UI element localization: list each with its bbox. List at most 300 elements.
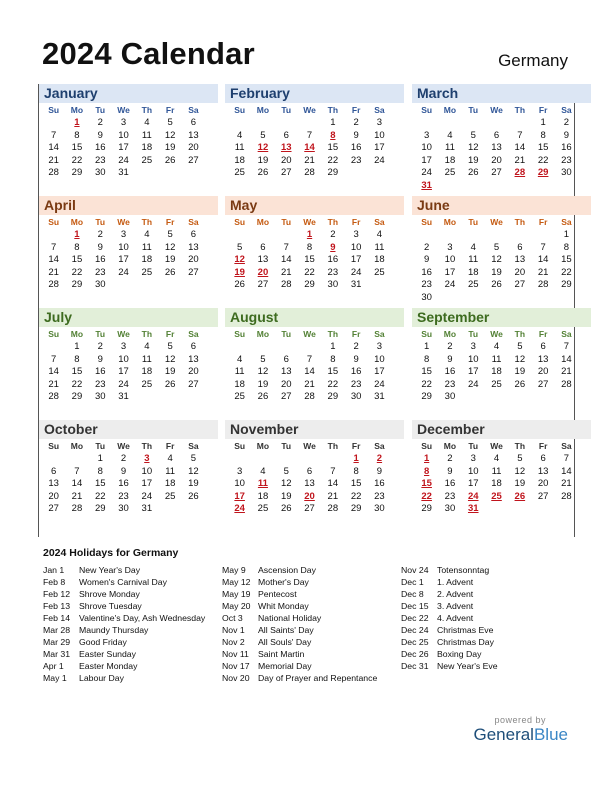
day-cell[interactable]: 16 [444, 366, 456, 377]
brand-logo[interactable] [473, 715, 568, 745]
day-cell[interactable]: 28 [48, 167, 59, 178]
day-cell[interactable]: 11 [491, 465, 502, 477]
day-cell[interactable]: 30 [94, 391, 106, 402]
day-cell[interactable]: 26 [164, 266, 176, 278]
day-cell[interactable]: 2 [376, 453, 383, 464]
day-cell[interactable]: 6 [306, 465, 313, 477]
day-cell[interactable]: 9 [97, 353, 103, 365]
day-cell[interactable]: 7 [330, 465, 336, 477]
day-cell[interactable]: 12 [234, 254, 245, 265]
day-cell[interactable]: 5 [167, 341, 173, 352]
day-cell[interactable]: 13 [188, 353, 199, 365]
day-cell[interactable]: 30 [118, 503, 129, 514]
day-cell[interactable]: 10 [444, 254, 456, 265]
day-cell[interactable]: 9 [563, 129, 570, 141]
day-cell[interactable]: 13 [188, 241, 199, 253]
day-cell[interactable]: 19 [467, 154, 479, 166]
day-cell[interactable]: 4 [260, 465, 266, 477]
day-cell[interactable]: 12 [467, 142, 479, 153]
day-cell[interactable]: 15 [94, 478, 106, 489]
day-cell[interactable]: 4 [493, 453, 500, 464]
day-cell[interactable]: 22 [421, 490, 432, 502]
day-cell[interactable]: 13 [188, 129, 199, 141]
day-cell[interactable]: 23 [561, 154, 572, 166]
day-cell[interactable]: 3 [120, 117, 127, 128]
day-cell[interactable]: 29 [350, 503, 362, 514]
day-cell[interactable]: 21 [71, 490, 83, 502]
day-cell[interactable]: 10 [118, 353, 129, 365]
day-cell[interactable]: 6 [190, 229, 197, 240]
day-cell[interactable]: 16 [350, 142, 362, 153]
day-cell[interactable]: 24 [118, 154, 129, 166]
day-cell[interactable]: 12 [164, 129, 176, 141]
day-cell[interactable]: 22 [71, 154, 83, 166]
day-cell[interactable]: 2 [330, 229, 336, 240]
day-cell[interactable]: 13 [257, 254, 269, 265]
day-cell[interactable]: 13 [280, 366, 292, 377]
day-cell[interactable]: 8 [424, 353, 430, 365]
day-cell[interactable]: 15 [421, 478, 432, 489]
day-cell[interactable]: 11 [491, 353, 502, 365]
day-cell[interactable]: 20 [188, 142, 199, 153]
day-cell[interactable]: 11 [141, 353, 152, 365]
day-cell[interactable]: 23 [94, 154, 106, 166]
day-cell[interactable]: 1 [74, 229, 80, 240]
day-cell[interactable]: 7 [306, 353, 313, 365]
day-cell[interactable]: 21 [327, 490, 339, 502]
day-cell[interactable]: 5 [237, 241, 243, 253]
day-cell[interactable]: 21 [561, 478, 572, 489]
day-cell[interactable]: 2 [120, 453, 127, 464]
day-cell[interactable]: 10 [141, 465, 153, 477]
day-cell[interactable]: 31 [421, 179, 432, 191]
day-cell[interactable]: 6 [260, 241, 266, 253]
day-cell[interactable]: 22 [71, 266, 83, 278]
day-cell[interactable]: 11 [234, 366, 245, 377]
day-cell[interactable]: 26 [280, 503, 292, 514]
day-cell[interactable]: 25 [374, 266, 385, 278]
day-cell[interactable]: 21 [561, 366, 572, 377]
day-cell[interactable]: 3 [120, 229, 127, 240]
day-cell[interactable]: 27 [304, 503, 315, 514]
day-cell[interactable]: 14 [71, 478, 83, 489]
day-cell[interactable]: 17 [467, 366, 479, 377]
day-cell[interactable]: 27 [280, 391, 292, 402]
day-cell[interactable]: 17 [118, 254, 129, 265]
day-cell[interactable]: 18 [234, 378, 245, 390]
day-cell[interactable]: 22 [304, 266, 315, 278]
day-cell[interactable]: 27 [48, 503, 59, 514]
day-cell[interactable]: 1 [74, 341, 80, 352]
day-cell[interactable]: 27 [257, 279, 269, 290]
day-cell[interactable]: 20 [257, 266, 269, 278]
day-cell[interactable]: 19 [164, 366, 176, 377]
day-cell[interactable]: 13 [537, 465, 549, 477]
day-cell[interactable]: 3 [424, 129, 430, 141]
day-cell[interactable]: 27 [491, 167, 502, 178]
day-cell[interactable]: 27 [514, 279, 526, 290]
day-cell[interactable]: 24 [118, 378, 129, 390]
day-cell[interactable]: 15 [561, 254, 572, 265]
day-cell[interactable]: 18 [467, 266, 479, 278]
day-cell[interactable]: 18 [491, 366, 502, 377]
day-cell[interactable]: 17 [374, 366, 385, 377]
day-cell[interactable]: 21 [48, 154, 59, 166]
day-cell[interactable]: 2 [447, 341, 453, 352]
day-cell[interactable]: 14 [48, 142, 59, 153]
day-cell[interactable]: 18 [141, 142, 153, 153]
day-cell[interactable]: 21 [48, 266, 59, 278]
day-cell[interactable]: 7 [283, 241, 289, 253]
day-cell[interactable]: 2 [563, 117, 570, 128]
day-cell[interactable]: 16 [374, 478, 385, 489]
day-cell[interactable]: 29 [421, 503, 432, 514]
day-cell[interactable]: 22 [327, 378, 339, 390]
day-cell[interactable]: 5 [517, 453, 523, 464]
day-cell[interactable]: 10 [118, 241, 129, 253]
day-cell[interactable]: 24 [141, 490, 153, 502]
day-cell[interactable]: 22 [327, 154, 339, 166]
day-cell[interactable]: 8 [97, 465, 103, 477]
day-cell[interactable]: 29 [71, 167, 83, 178]
day-cell[interactable]: 30 [94, 167, 106, 178]
day-cell[interactable]: 26 [467, 167, 479, 178]
day-cell[interactable]: 1 [97, 453, 103, 464]
day-cell[interactable]: 29 [71, 279, 83, 290]
day-cell[interactable]: 16 [327, 254, 339, 265]
day-cell[interactable]: 4 [376, 229, 383, 240]
day-cell[interactable]: 22 [561, 266, 572, 278]
day-cell[interactable]: 30 [374, 503, 385, 514]
day-cell[interactable]: 9 [376, 465, 383, 477]
day-cell[interactable]: 5 [260, 129, 266, 141]
day-cell[interactable]: 3 [120, 341, 127, 352]
day-cell[interactable]: 16 [421, 266, 432, 278]
day-cell[interactable]: 6 [190, 117, 197, 128]
day-cell[interactable]: 18 [491, 478, 502, 489]
day-cell[interactable]: 3 [447, 241, 453, 253]
day-cell[interactable]: 20 [304, 490, 315, 502]
day-cell[interactable]: 16 [350, 366, 362, 377]
day-cell[interactable]: 15 [327, 142, 339, 153]
day-cell[interactable]: 13 [491, 142, 502, 153]
day-cell[interactable]: 4 [144, 117, 150, 128]
day-cell[interactable]: 22 [421, 378, 432, 390]
day-cell[interactable]: 15 [421, 366, 432, 377]
day-cell[interactable]: 23 [94, 378, 106, 390]
day-cell[interactable]: 24 [421, 167, 432, 178]
day-cell[interactable]: 10 [374, 353, 385, 365]
day-cell[interactable]: 20 [537, 366, 549, 377]
day-cell[interactable]: 19 [164, 142, 176, 153]
day-cell[interactable]: 12 [164, 241, 176, 253]
day-cell[interactable]: 26 [164, 378, 176, 390]
day-cell[interactable]: 11 [165, 465, 176, 477]
day-cell[interactable]: 12 [491, 254, 502, 265]
day-cell[interactable]: 2 [97, 229, 103, 240]
day-cell[interactable]: 25 [234, 391, 245, 402]
day-cell[interactable]: 3 [376, 341, 383, 352]
day-cell[interactable]: 2 [353, 117, 359, 128]
day-cell[interactable]: 28 [561, 490, 572, 502]
day-cell[interactable]: 10 [118, 129, 129, 141]
day-cell[interactable]: 4 [237, 353, 243, 365]
day-cell[interactable]: 29 [421, 391, 432, 402]
day-cell[interactable]: 30 [94, 279, 106, 290]
day-cell[interactable]: 12 [188, 465, 199, 477]
day-cell[interactable]: 24 [444, 279, 456, 290]
day-cell[interactable]: 16 [94, 366, 106, 377]
day-cell[interactable]: 30 [444, 391, 456, 402]
day-cell[interactable]: 26 [491, 279, 502, 290]
day-cell[interactable]: 28 [71, 503, 83, 514]
day-cell[interactable]: 23 [350, 154, 362, 166]
day-cell[interactable]: 19 [234, 266, 245, 278]
day-cell[interactable]: 19 [188, 478, 199, 489]
day-cell[interactable]: 2 [424, 241, 430, 253]
day-cell[interactable]: 26 [257, 391, 269, 402]
day-cell[interactable]: 24 [467, 490, 479, 502]
day-cell[interactable]: 12 [514, 465, 526, 477]
day-cell[interactable]: 26 [188, 490, 199, 502]
day-cell[interactable]: 2 [97, 341, 103, 352]
day-cell[interactable]: 19 [257, 154, 269, 166]
day-cell[interactable]: 7 [51, 241, 57, 253]
day-cell[interactable]: 12 [257, 366, 269, 377]
day-cell[interactable]: 4 [144, 341, 150, 352]
day-cell[interactable]: 22 [350, 490, 362, 502]
day-cell[interactable]: 3 [376, 117, 383, 128]
day-cell[interactable]: 16 [94, 254, 106, 265]
day-cell[interactable]: 29 [561, 279, 572, 290]
day-cell[interactable]: 6 [540, 453, 546, 464]
day-cell[interactable]: 8 [540, 129, 546, 141]
day-cell[interactable]: 12 [514, 353, 526, 365]
day-cell[interactable]: 8 [330, 353, 336, 365]
day-cell[interactable]: 6 [517, 241, 523, 253]
day-cell[interactable]: 17 [118, 142, 129, 153]
day-cell[interactable]: 28 [327, 503, 339, 514]
day-cell[interactable]: 24 [374, 154, 385, 166]
day-cell[interactable]: 9 [97, 129, 103, 141]
day-cell[interactable]: 11 [141, 241, 152, 253]
day-cell[interactable]: 11 [234, 142, 245, 153]
day-cell[interactable]: 13 [304, 478, 315, 489]
day-cell[interactable]: 2 [447, 453, 453, 464]
day-cell[interactable]: 14 [514, 142, 526, 153]
day-cell[interactable]: 14 [48, 366, 59, 377]
day-cell[interactable]: 25 [141, 378, 153, 390]
day-cell[interactable]: 15 [304, 254, 315, 265]
day-cell[interactable]: 18 [141, 366, 153, 377]
day-cell[interactable]: 25 [491, 378, 502, 390]
day-cell[interactable]: 31 [374, 391, 385, 402]
day-cell[interactable]: 10 [467, 353, 479, 365]
day-cell[interactable]: 7 [74, 465, 80, 477]
day-cell[interactable]: 22 [94, 490, 106, 502]
day-cell[interactable]: 5 [517, 341, 523, 352]
day-cell[interactable]: 30 [561, 167, 572, 178]
day-cell[interactable]: 16 [444, 478, 456, 489]
day-cell[interactable]: 18 [164, 478, 176, 489]
day-cell[interactable]: 19 [280, 490, 292, 502]
day-cell[interactable]: 1 [306, 229, 313, 240]
day-cell[interactable]: 12 [257, 142, 269, 153]
day-cell[interactable]: 23 [444, 490, 456, 502]
day-cell[interactable]: 20 [188, 254, 199, 265]
day-cell[interactable]: 7 [563, 453, 570, 464]
day-cell[interactable]: 25 [444, 167, 456, 178]
day-cell[interactable]: 25 [491, 490, 502, 502]
day-cell[interactable]: 6 [283, 353, 289, 365]
day-cell[interactable]: 14 [304, 142, 315, 153]
day-cell[interactable]: 9 [447, 353, 453, 365]
day-cell[interactable]: 27 [188, 266, 199, 278]
day-cell[interactable]: 11 [257, 478, 268, 489]
day-cell[interactable]: 1 [330, 117, 336, 128]
day-cell[interactable]: 31 [141, 503, 153, 514]
day-cell[interactable]: 21 [304, 154, 315, 166]
day-cell[interactable]: 24 [374, 378, 385, 390]
day-cell[interactable]: 28 [304, 391, 315, 402]
day-cell[interactable]: 10 [421, 142, 432, 153]
day-cell[interactable]: 23 [118, 490, 129, 502]
day-cell[interactable]: 5 [493, 241, 500, 253]
day-cell[interactable]: 11 [468, 254, 479, 265]
day-cell[interactable]: 17 [421, 154, 432, 166]
day-cell[interactable]: 21 [280, 266, 292, 278]
day-cell[interactable]: 21 [48, 378, 59, 390]
day-cell[interactable]: 15 [327, 366, 339, 377]
day-cell[interactable]: 5 [190, 453, 197, 464]
day-cell[interactable]: 30 [444, 503, 456, 514]
day-cell[interactable]: 23 [374, 490, 385, 502]
day-cell[interactable]: 4 [144, 229, 150, 240]
day-cell[interactable]: 9 [97, 241, 103, 253]
day-cell[interactable]: 11 [445, 142, 455, 153]
day-cell[interactable]: 13 [537, 353, 549, 365]
day-cell[interactable]: 5 [470, 129, 476, 141]
day-cell[interactable]: 30 [350, 391, 362, 402]
day-cell[interactable]: 20 [48, 490, 59, 502]
day-cell[interactable]: 9 [424, 254, 430, 265]
day-cell[interactable]: 7 [540, 241, 546, 253]
day-cell[interactable]: 6 [283, 129, 289, 141]
day-cell[interactable]: 4 [447, 129, 453, 141]
day-cell[interactable]: 19 [164, 254, 176, 265]
day-cell[interactable]: 12 [280, 478, 292, 489]
day-cell[interactable]: 4 [470, 241, 476, 253]
day-cell[interactable]: 28 [48, 391, 59, 402]
day-cell[interactable]: 20 [491, 154, 502, 166]
day-cell[interactable]: 26 [514, 378, 526, 390]
day-cell[interactable]: 13 [280, 142, 292, 153]
day-cell[interactable]: 22 [537, 154, 549, 166]
day-cell[interactable]: 25 [141, 266, 153, 278]
day-cell[interactable]: 8 [330, 129, 336, 141]
day-cell[interactable]: 3 [470, 341, 476, 352]
day-cell[interactable]: 3 [470, 453, 476, 464]
day-cell[interactable]: 15 [71, 142, 83, 153]
day-cell[interactable]: 23 [444, 378, 456, 390]
day-cell[interactable]: 29 [537, 167, 549, 178]
day-cell[interactable]: 14 [327, 478, 339, 489]
day-cell[interactable]: 27 [537, 490, 549, 502]
day-cell[interactable]: 7 [51, 129, 57, 141]
day-cell[interactable]: 9 [447, 465, 453, 477]
day-cell[interactable]: 24 [234, 503, 245, 514]
day-cell[interactable]: 1 [353, 453, 359, 464]
day-cell[interactable]: 1 [424, 453, 430, 464]
day-cell[interactable]: 25 [141, 154, 153, 166]
day-cell[interactable]: 15 [71, 254, 83, 265]
day-cell[interactable]: 1 [330, 341, 336, 352]
day-cell[interactable]: 28 [561, 378, 572, 390]
day-cell[interactable]: 12 [164, 353, 176, 365]
day-cell[interactable]: 20 [514, 266, 526, 278]
day-cell[interactable]: 22 [71, 378, 83, 390]
day-cell[interactable]: 17 [118, 366, 129, 377]
day-cell[interactable]: 31 [467, 503, 479, 514]
day-cell[interactable]: 31 [350, 279, 362, 290]
day-cell[interactable]: 8 [74, 241, 80, 253]
day-cell[interactable]: 3 [237, 465, 243, 477]
day-cell[interactable]: 13 [514, 254, 526, 265]
day-cell[interactable]: 21 [537, 266, 549, 278]
day-cell[interactable]: 23 [350, 378, 362, 390]
day-cell[interactable]: 25 [467, 279, 479, 290]
day-cell[interactable]: 15 [71, 366, 83, 377]
day-cell[interactable]: 11 [374, 241, 385, 253]
day-cell[interactable]: 3 [144, 453, 150, 464]
day-cell[interactable]: 23 [421, 279, 432, 290]
day-cell[interactable]: 27 [188, 378, 199, 390]
day-cell[interactable]: 30 [421, 291, 432, 303]
day-cell[interactable]: 31 [118, 167, 129, 178]
day-cell[interactable]: 11 [141, 129, 152, 141]
day-cell[interactable]: 26 [514, 490, 526, 502]
day-cell[interactable]: 14 [561, 353, 572, 365]
day-cell[interactable]: 28 [537, 279, 549, 290]
day-cell[interactable]: 28 [280, 279, 292, 290]
day-cell[interactable]: 26 [234, 279, 245, 290]
day-cell[interactable]: 17 [467, 478, 479, 489]
day-cell[interactable]: 8 [74, 353, 80, 365]
day-cell[interactable]: 18 [141, 254, 153, 265]
day-cell[interactable]: 6 [540, 341, 546, 352]
day-cell[interactable]: 8 [563, 241, 570, 253]
day-cell[interactable]: 20 [280, 378, 292, 390]
day-cell[interactable]: 7 [517, 129, 523, 141]
day-cell[interactable]: 23 [327, 266, 339, 278]
day-cell[interactable]: 1 [74, 117, 80, 128]
day-cell[interactable]: 10 [234, 478, 245, 489]
day-cell[interactable]: 17 [350, 254, 362, 265]
day-cell[interactable]: 18 [444, 154, 456, 166]
day-cell[interactable]: 10 [350, 241, 362, 253]
day-cell[interactable]: 19 [257, 378, 269, 390]
day-cell[interactable]: 18 [374, 254, 385, 265]
day-cell[interactable]: 29 [327, 391, 339, 402]
day-cell[interactable]: 10 [467, 465, 479, 477]
day-cell[interactable]: 5 [283, 465, 289, 477]
day-cell[interactable]: 19 [514, 478, 526, 489]
day-cell[interactable]: 2 [97, 117, 103, 128]
day-cell[interactable]: 21 [514, 154, 526, 166]
day-cell[interactable]: 29 [71, 391, 83, 402]
day-cell[interactable]: 25 [257, 503, 269, 514]
day-cell[interactable]: 28 [304, 167, 315, 178]
